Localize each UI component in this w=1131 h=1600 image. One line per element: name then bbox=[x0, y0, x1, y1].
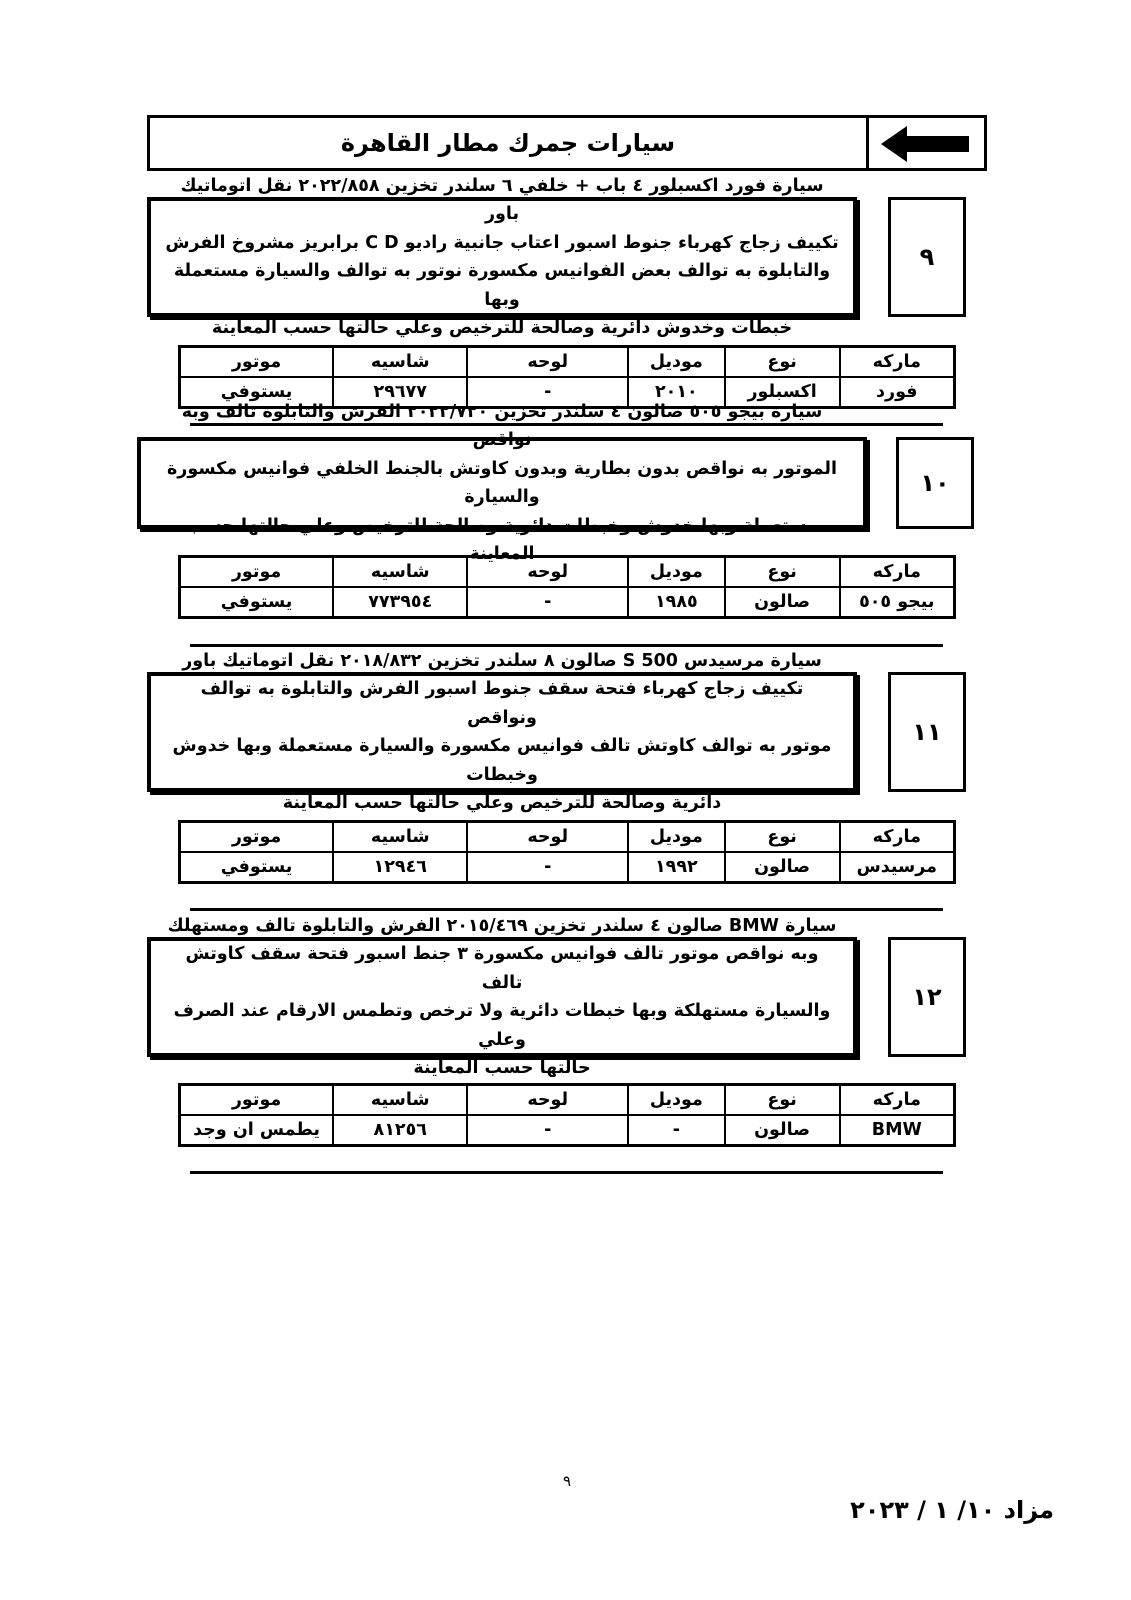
description-line: سيارة بيجو ٥٠٥ صالون ٤ سلندر تخزين ٢٠٢٢/٧٢٠ الفرش والتابلوة تالف وبه نواقص bbox=[181, 401, 823, 450]
column-header: شاسيه bbox=[333, 347, 467, 378]
table-header-row bbox=[180, 347, 955, 378]
plate-cell: - bbox=[467, 852, 628, 883]
column-header: نوع bbox=[725, 557, 840, 588]
table-header-row bbox=[180, 1085, 955, 1116]
table-row bbox=[180, 587, 955, 618]
chassis-cell: ١٢٩٤٦ bbox=[333, 852, 467, 883]
auction-date: مزاد ١٠/ ١ / ٢٠٢٣ bbox=[850, 1496, 1054, 1524]
lot-description bbox=[147, 650, 857, 813]
lot-spec-table bbox=[178, 1083, 956, 1147]
brand-cell: بيجو ٥٠٥ bbox=[840, 587, 955, 618]
column-header: لوحه bbox=[467, 557, 628, 588]
description-line: والسيارة مستهلكة وبها خبطات دائرية ولا ترخص وتطمس الارقام عند الصرف وعلي bbox=[173, 1001, 831, 1050]
model-cell: ١٩٨٥ bbox=[628, 587, 725, 618]
section-header bbox=[147, 115, 987, 171]
description-line: موتور به توالف كاوتش تالف فوانيس مكسورة والسيارة مستعملة وبها خدوش وخبطات bbox=[172, 736, 832, 785]
description-line: دائرية وصالحة للترخيص وعلي حالتها حسب المعاينة bbox=[282, 793, 722, 813]
section-title: سيارات جمرك مطار القاهرة bbox=[340, 129, 676, 157]
model-cell: ٢٠١٠ bbox=[628, 377, 725, 408]
column-header: نوع bbox=[725, 1085, 840, 1116]
column-header: لوحه bbox=[467, 822, 628, 853]
column-header: موتور bbox=[180, 822, 334, 853]
brand-cell: BMW bbox=[840, 1115, 955, 1146]
lot-spec-table bbox=[178, 820, 956, 884]
column-header: موتور bbox=[180, 347, 334, 378]
description-line: سيارة مرسيدس S 500 صالون ٨ سلندر تخزين ٢٠١٨/٨٣٢ نقل اتوماتيك باور bbox=[182, 650, 822, 671]
chassis-cell: ٨١٢٥٦ bbox=[333, 1115, 467, 1146]
type-cell: صالون bbox=[725, 587, 840, 618]
arrow-cell bbox=[866, 118, 984, 168]
description-line: الموتور به نواقص بدون بطارية وبدون كاوتش بالجنط الخلفي فوانيس مكسورة والسيارة bbox=[166, 458, 838, 507]
lot-description bbox=[147, 915, 857, 1078]
type-cell: اكسبلور bbox=[725, 377, 840, 408]
column-header: موتور bbox=[180, 557, 334, 588]
column-header: موديل bbox=[628, 822, 725, 853]
engine-cell: يستوفي bbox=[180, 852, 334, 883]
column-header: نوع bbox=[725, 347, 840, 378]
page-number: ٩ bbox=[562, 1472, 572, 1490]
column-header: شاسيه bbox=[333, 822, 467, 853]
plate-cell: - bbox=[467, 377, 628, 408]
engine-cell: يستوفي bbox=[180, 587, 334, 618]
chassis-cell: ٢٩٦٧٧ bbox=[333, 377, 467, 408]
column-header: لوحه bbox=[467, 1085, 628, 1116]
type-cell: صالون bbox=[725, 852, 840, 883]
column-header: نوع bbox=[725, 822, 840, 853]
description-line: والتابلوة به توالف بعض الفوانيس مكسورة نوتور به توالف والسيارة مستعملة وبها bbox=[173, 261, 831, 310]
column-header: لوحه bbox=[467, 347, 628, 378]
engine-cell: يطمس ان وجد bbox=[180, 1115, 334, 1146]
description-line: مستعملة وبها خدوش وخبطات دائرية وصالحة للترخيص وعلي حالتها حسب المعاينة bbox=[186, 515, 818, 564]
column-header: شاسيه bbox=[333, 1085, 467, 1116]
lot-number: ٩ bbox=[888, 197, 966, 317]
chassis-cell: ٧٧٣٩٥٤ bbox=[333, 587, 467, 618]
arrow-left-icon bbox=[881, 126, 971, 162]
plate-cell: - bbox=[467, 587, 628, 618]
description-line: تكييف زجاج كهرباء جنوط اسبور اعتاب جانبية راديو C D برابريز مشروخ الفرش bbox=[165, 232, 839, 253]
table-header-row bbox=[180, 822, 955, 853]
lot-number: ١١ bbox=[888, 672, 966, 792]
lot-spec-table bbox=[178, 555, 956, 619]
column-header: موديل bbox=[628, 557, 725, 588]
table-header-row bbox=[180, 557, 955, 588]
column-header: ماركه bbox=[840, 822, 955, 853]
description-line: وبه نواقص موتور تالف فوانيس مكسورة ٣ جنط اسبور فتحة سقف كاوتش تالف bbox=[185, 944, 819, 993]
column-header: ماركه bbox=[840, 557, 955, 588]
column-header: شاسيه bbox=[333, 557, 467, 588]
description-line: سيارة فورد اكسبلور ٤ باب + خلفي ٦ سلندر تخزين ٢٠٢٢/٨٥٨ نقل اتوماتيك باور bbox=[180, 175, 824, 224]
description-line: خبطات وخدوش دائرية وصالحة للترخيص وعلي حالتها حسب المعاينة bbox=[211, 318, 793, 338]
description-line: حالتها حسب المعاينة bbox=[413, 1058, 591, 1078]
lot-number: ١٢ bbox=[888, 937, 966, 1057]
type-cell: صالون bbox=[725, 1115, 840, 1146]
column-header: ماركه bbox=[840, 1085, 955, 1116]
column-header: موتور bbox=[180, 1085, 334, 1116]
lot-number: ١٠ bbox=[896, 437, 974, 529]
model-cell: - bbox=[628, 1115, 725, 1146]
lot-description bbox=[147, 175, 857, 338]
plate-cell: - bbox=[467, 1115, 628, 1146]
brand-cell: فورد bbox=[840, 377, 955, 408]
column-header: موديل bbox=[628, 347, 725, 378]
description-line: تكييف زجاج كهرباء فتحة سقف جنوط اسبور الفرش والتابلوة به توالف ونواقص bbox=[200, 679, 804, 728]
column-header: موديل bbox=[628, 1085, 725, 1116]
lot-description bbox=[137, 401, 867, 564]
separator-line bbox=[190, 1171, 943, 1174]
brand-cell: مرسيدس bbox=[840, 852, 955, 883]
description-line: سيارة BMW صالون ٤ سلندر تخزين ٢٠١٥/٤٦٩ الفرش والتابلوة تالف ومستهلك bbox=[167, 915, 837, 936]
engine-cell: يستوفي bbox=[180, 377, 334, 408]
column-header: ماركه bbox=[840, 347, 955, 378]
table-row bbox=[180, 852, 955, 883]
table-row bbox=[180, 1115, 955, 1146]
model-cell: ١٩٩٢ bbox=[628, 852, 725, 883]
